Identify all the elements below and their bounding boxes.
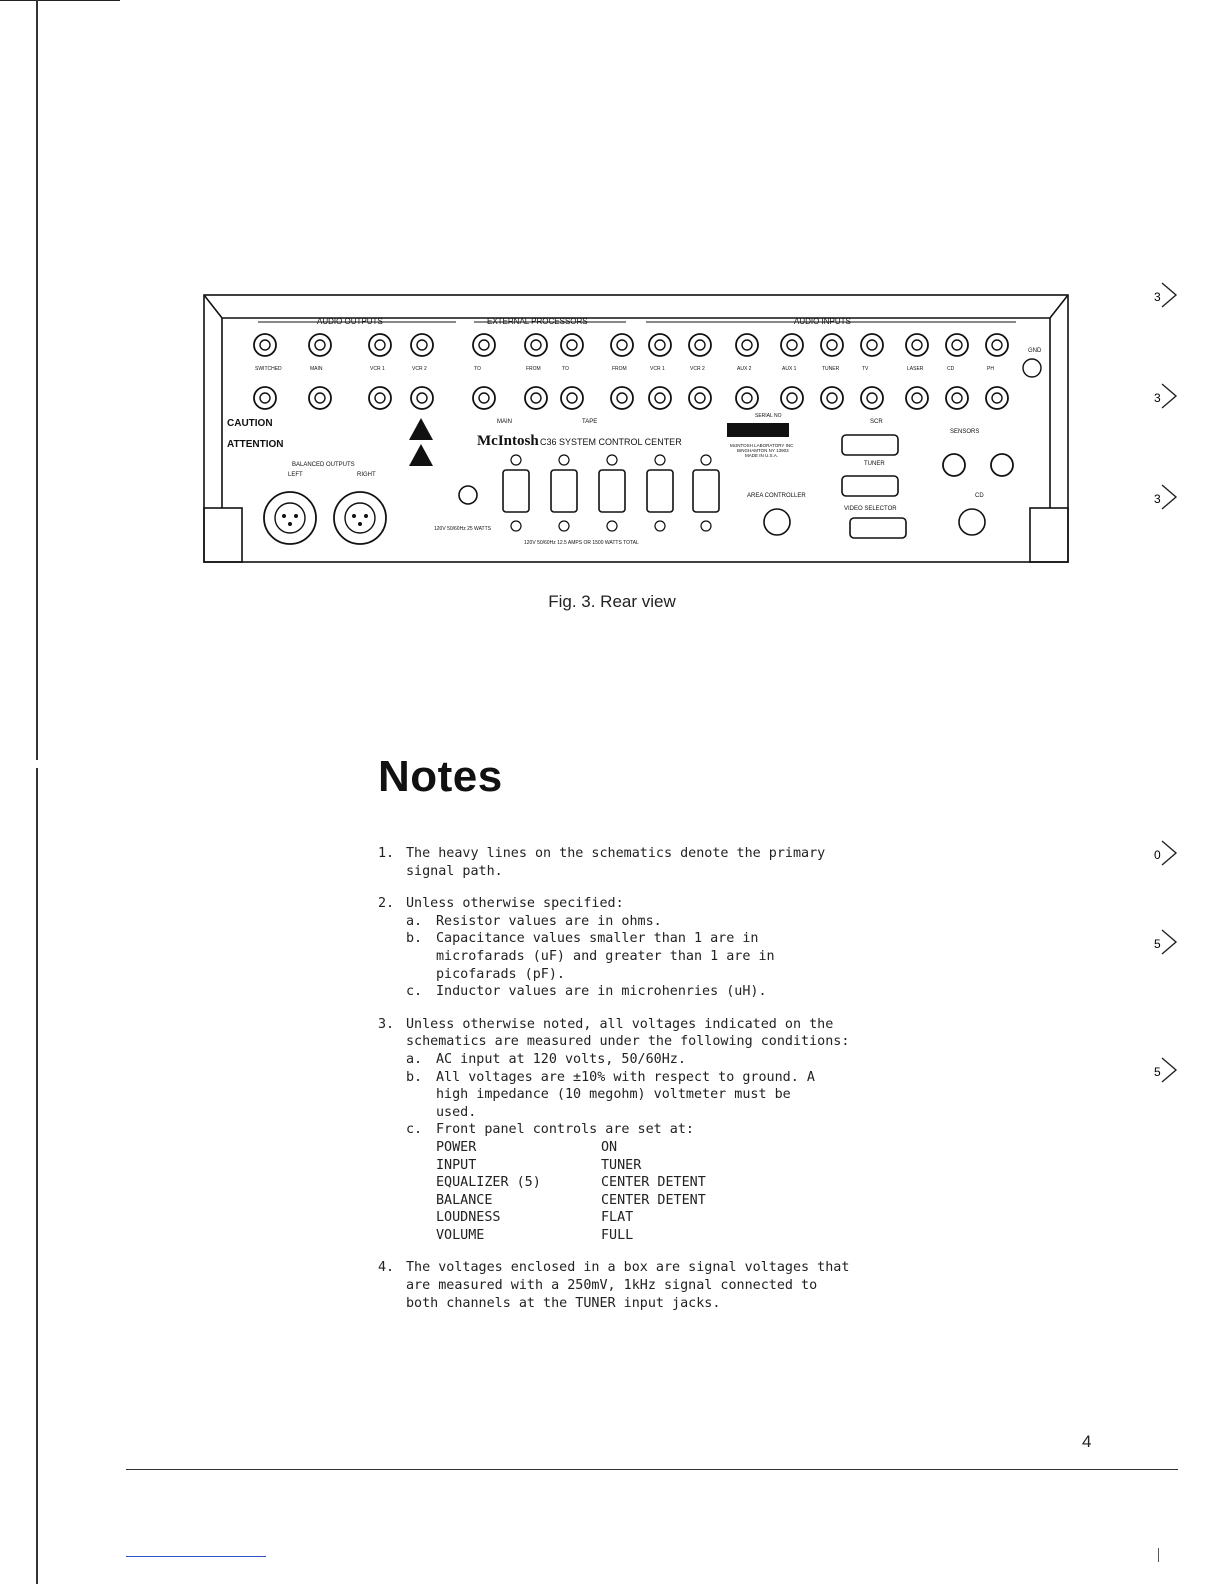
rca-jack-core [655,340,665,350]
rca-jack [821,387,843,409]
svg-text:3: 3 [1154,492,1161,506]
note-text: both channels at the TUNER input jacks. [406,1295,721,1311]
jack-label: SWITCHED [255,366,282,372]
xlr-inner [275,503,305,533]
label-gnd: GND [1028,348,1042,354]
rca-jack [946,334,968,356]
note-number: 3. [378,1016,395,1032]
label-external-processors: EXTERNAL PROCESSORS [487,317,588,326]
maker-line-2: BINGHAMTON NY 13903 [737,448,789,453]
margin-chevron-mark [1152,1050,1182,1090]
db-connector [842,435,898,455]
label-main: MAIN [497,419,512,425]
sub-text: Resistor values are in ohms. [436,913,662,929]
svg-text:5: 5 [1154,937,1161,951]
jack-label: FROM [612,366,627,372]
rca-jack [649,334,671,356]
rca-jack [821,334,843,356]
jack-label: PH [987,366,994,372]
sub-text: Capacitance values smaller than 1 are in [436,931,759,947]
rca-jack-core [912,393,922,403]
rca-jack [525,334,547,356]
sub-letter: b. [406,1069,423,1085]
page-number: 4 [1082,1432,1092,1451]
sub-text: All voltages are ±10% with respect to ground. A [436,1069,815,1085]
jack-label: CD [947,366,955,372]
xlr-connector [334,492,386,544]
db-connector [850,518,906,538]
rca-jack [411,387,433,409]
label-tape: TAPE [582,419,598,425]
condition-value: FLAT [601,1210,634,1226]
label-audio-inputs: AUDIO INPUTS [794,317,851,326]
xlr-pin [358,522,362,526]
svg-text:3: 3 [1154,290,1161,304]
rca-jack-core [827,340,837,350]
rca-jack [861,387,883,409]
condition-value: TUNER [601,1157,642,1173]
sub-text: used. [436,1104,477,1120]
warning-triangle [409,444,433,466]
label-left: LEFT [288,472,303,478]
rca-jack [649,387,671,409]
outlet-screw [559,455,569,465]
rca-jack-core [479,393,489,403]
jack-label: TV [862,366,869,372]
rca-jack-core [867,393,877,403]
xlr-connector [264,492,316,544]
unswitched-outlet [459,486,477,504]
rca-jack [611,334,633,356]
rca-jack [369,387,391,409]
sub-text: Inductor values are in microhenries (uH). [436,984,767,1000]
rca-jack-core [617,393,627,403]
condition-row [436,1157,849,1175]
corner-mark [1158,1548,1159,1562]
jack-label: LASER [907,366,924,372]
rca-jack-core [742,393,752,403]
ac-outlet [551,470,577,512]
jack-label: MAIN [310,366,323,372]
bottom-rule [126,1469,1178,1470]
note-text: signal path. [406,863,503,879]
rca-jack [906,334,928,356]
jack-label: FROM [526,366,541,372]
ac-outlet [503,470,529,512]
caution-label: CAUTION [227,418,273,429]
rca-jack-core [617,340,627,350]
ac-outlet [693,470,719,512]
margin-chevron-mark [1152,833,1182,873]
label-area-controller: AREA CONTROLLER [747,493,806,499]
rca-jack [369,334,391,356]
gnd-terminal [1023,359,1041,377]
rca-jack [561,334,583,356]
rca-jack-core [952,393,962,403]
ac-outlet [599,470,625,512]
sub-letter: c. [406,1122,423,1138]
note-text: The voltages enclosed in a box are signal voltages that [406,1260,850,1276]
rca-jack-core [912,340,922,350]
rca-jack [473,334,495,356]
rca-jack-core [260,340,270,350]
note-3 [378,1016,938,1245]
sub-letter: a. [406,1051,423,1067]
note-number: 2. [378,896,395,912]
sensor-jack [943,454,965,476]
condition-name: EQUALIZER (5) [436,1175,541,1191]
outlet-screw [607,521,617,531]
sub-text: AC input at 120 volts, 50/60Hz. [436,1051,686,1067]
footer-link-rule [126,1556,266,1557]
outlet-screw [511,455,521,465]
xlr-pin [294,514,298,518]
din-socket [764,509,790,535]
conditions-table [436,1139,849,1245]
rca-jack-core [992,393,1002,403]
jack-label: VCR 2 [690,366,705,372]
rca-jack [411,334,433,356]
unswitched-rating: 120V 50/60Hz 25 WATTS [434,526,491,532]
rca-jack-core [787,393,797,403]
rca-jack-core [952,340,962,350]
model-name: C36 SYSTEM CONTROL CENTER [540,437,682,447]
rca-jack-core [695,393,705,403]
rca-jack-core [787,340,797,350]
rca-jack-core [531,340,541,350]
label-cd: CD [975,493,984,499]
margin-chevron-mark [1152,275,1182,315]
sub-text: Front panel controls are set at: [436,1122,694,1138]
jack-label: VCR 2 [412,366,427,372]
rca-jack-core [695,340,705,350]
condition-value: FULL [601,1227,634,1243]
xlr-pin [282,514,286,518]
serial-plate [727,423,789,437]
rca-jack [986,387,1008,409]
note-text: schematics are measured under the following conditions: [406,1034,850,1050]
notes-title: Notes [378,752,503,801]
label-video-selector: VIDEO SELECTOR [844,506,897,512]
rca-jack [254,387,276,409]
rca-jack [309,387,331,409]
rca-jack-core [567,393,577,403]
condition-value: CENTER DETENT [601,1192,706,1208]
xlr-inner [345,503,375,533]
condition-value: ON [601,1139,618,1155]
rca-jack [254,334,276,356]
jack-label: AUX 1 [782,366,797,372]
label-scr: SCR [870,419,883,425]
margin-chevron-mark [1152,477,1182,517]
jack-label: VCR 1 [370,366,385,372]
condition-row [436,1209,849,1227]
sub-item [406,1069,849,1122]
rca-jack-core [260,393,270,403]
condition-name: BALANCE [436,1192,493,1208]
condition-name: INPUT [436,1157,477,1173]
sub-item [406,983,775,1001]
rca-jack-core [375,340,385,350]
rca-jack [861,334,883,356]
xlr-pin [352,514,356,518]
svg-text:3: 3 [1154,391,1161,405]
rca-jack-core [417,393,427,403]
brand-logo: McIntosh [477,433,539,449]
rca-jack-core [742,340,752,350]
rca-jack [736,334,758,356]
rca-jack-core [992,340,1002,350]
ac-outlet [647,470,673,512]
rca-jack [473,387,495,409]
outlet-screw [701,521,711,531]
rca-jack-core [479,340,489,350]
label-sensors: SENSORS [950,429,980,435]
svg-text:5: 5 [1154,1065,1161,1079]
rca-jack-core [315,340,325,350]
sub-text: microfarads (uF) and greater than 1 are in [436,948,775,964]
rca-jack [781,334,803,356]
outlet-screw [607,455,617,465]
rca-jack-core [375,393,385,403]
outlet-screw [511,521,521,531]
sensor-jack [991,454,1013,476]
sub-item [406,930,775,983]
rca-jack [906,387,928,409]
rca-jack-core [417,340,427,350]
rca-jack [781,387,803,409]
warning-triangle [409,418,433,440]
note-4 [378,1259,938,1312]
sub-item [406,913,775,931]
rca-jack [611,387,633,409]
rca-jack [309,334,331,356]
xlr-pin [364,514,368,518]
jack-label: VCR 1 [650,366,665,372]
sub-letter: c. [406,984,423,1000]
sub-text: picofarads (pF). [436,966,565,982]
condition-name: POWER [436,1139,477,1155]
xlr-pin [288,522,292,526]
rca-jack-core [827,393,837,403]
svg-text:0: 0 [1154,848,1161,862]
rca-jack [689,387,711,409]
condition-row [436,1192,849,1210]
margin-chevron-mark [1152,922,1182,962]
margin-chevron-mark [1152,376,1182,416]
db-connector [842,476,898,496]
maker-line-1: McINTOSH LABORATORY INC [730,443,794,448]
jack-label: AUX 2 [737,366,752,372]
condition-row [436,1139,849,1157]
condition-row [436,1174,849,1192]
rca-jack-core [315,393,325,403]
power-rating: 120V 50/60Hz 12.5 AMPS OR 1500 WATTS TOTAL [524,540,639,546]
rca-jack-core [655,393,665,403]
rca-jack [986,334,1008,356]
binding-line-lower [36,768,38,1584]
note-1 [378,845,938,880]
maker-line-3: MADE IN U.S.A. [745,453,779,458]
top-rule [0,0,120,1]
outlet-screw [559,521,569,531]
note-text: Unless otherwise noted, all voltages indicated on the [406,1016,834,1032]
condition-name: VOLUME [436,1227,485,1243]
rca-jack [561,387,583,409]
rca-jack-core [567,340,577,350]
rca-jack [689,334,711,356]
note-number: 1. [378,846,395,861]
note-text: Unless otherwise specified: [406,896,624,912]
rca-jack-core [531,393,541,403]
note-text: are measured with a 250mV, 1kHz signal connected to [406,1278,818,1294]
rca-jack-core [867,340,877,350]
condition-value: CENTER DETENT [601,1175,706,1191]
attention-label: ATTENTION [227,439,284,450]
jack-label: TUNER [822,366,840,372]
sub-letter: b. [406,931,423,947]
condition-row [436,1227,849,1245]
figure-caption: Fig. 3. Rear view [548,592,676,611]
outlet-screw [701,455,711,465]
binding-line [36,0,38,760]
label-serial-no: SERIAL NO [755,413,782,419]
notes-list [378,845,938,1327]
rear-view-figure [202,290,1070,565]
sub-item [406,1051,849,1069]
sub-text: high impedance (10 megohm) voltmeter must be [436,1087,791,1103]
note-number: 4. [378,1260,395,1276]
label-balanced-outputs: BALANCED OUTPUTS [292,462,355,468]
rca-jack [736,387,758,409]
sub-letter: a. [406,913,423,929]
rca-jack [946,387,968,409]
jack-label: TO [562,366,569,372]
jack-label: TO [474,366,481,372]
rear-panel-drawing [202,290,1070,565]
note-text: The heavy lines on the schematics denote the primary [406,846,826,861]
note-2 [378,895,938,1001]
label-tuner: TUNER [864,461,885,467]
sub-item [406,1121,849,1139]
condition-name: LOUDNESS [436,1210,501,1226]
din-socket [959,509,985,535]
outlet-screw [655,521,665,531]
outlet-screw [655,455,665,465]
label-right: RIGHT [357,472,376,478]
label-audio-outputs: AUDIO OUTPUTS [317,317,383,326]
rca-jack [525,387,547,409]
